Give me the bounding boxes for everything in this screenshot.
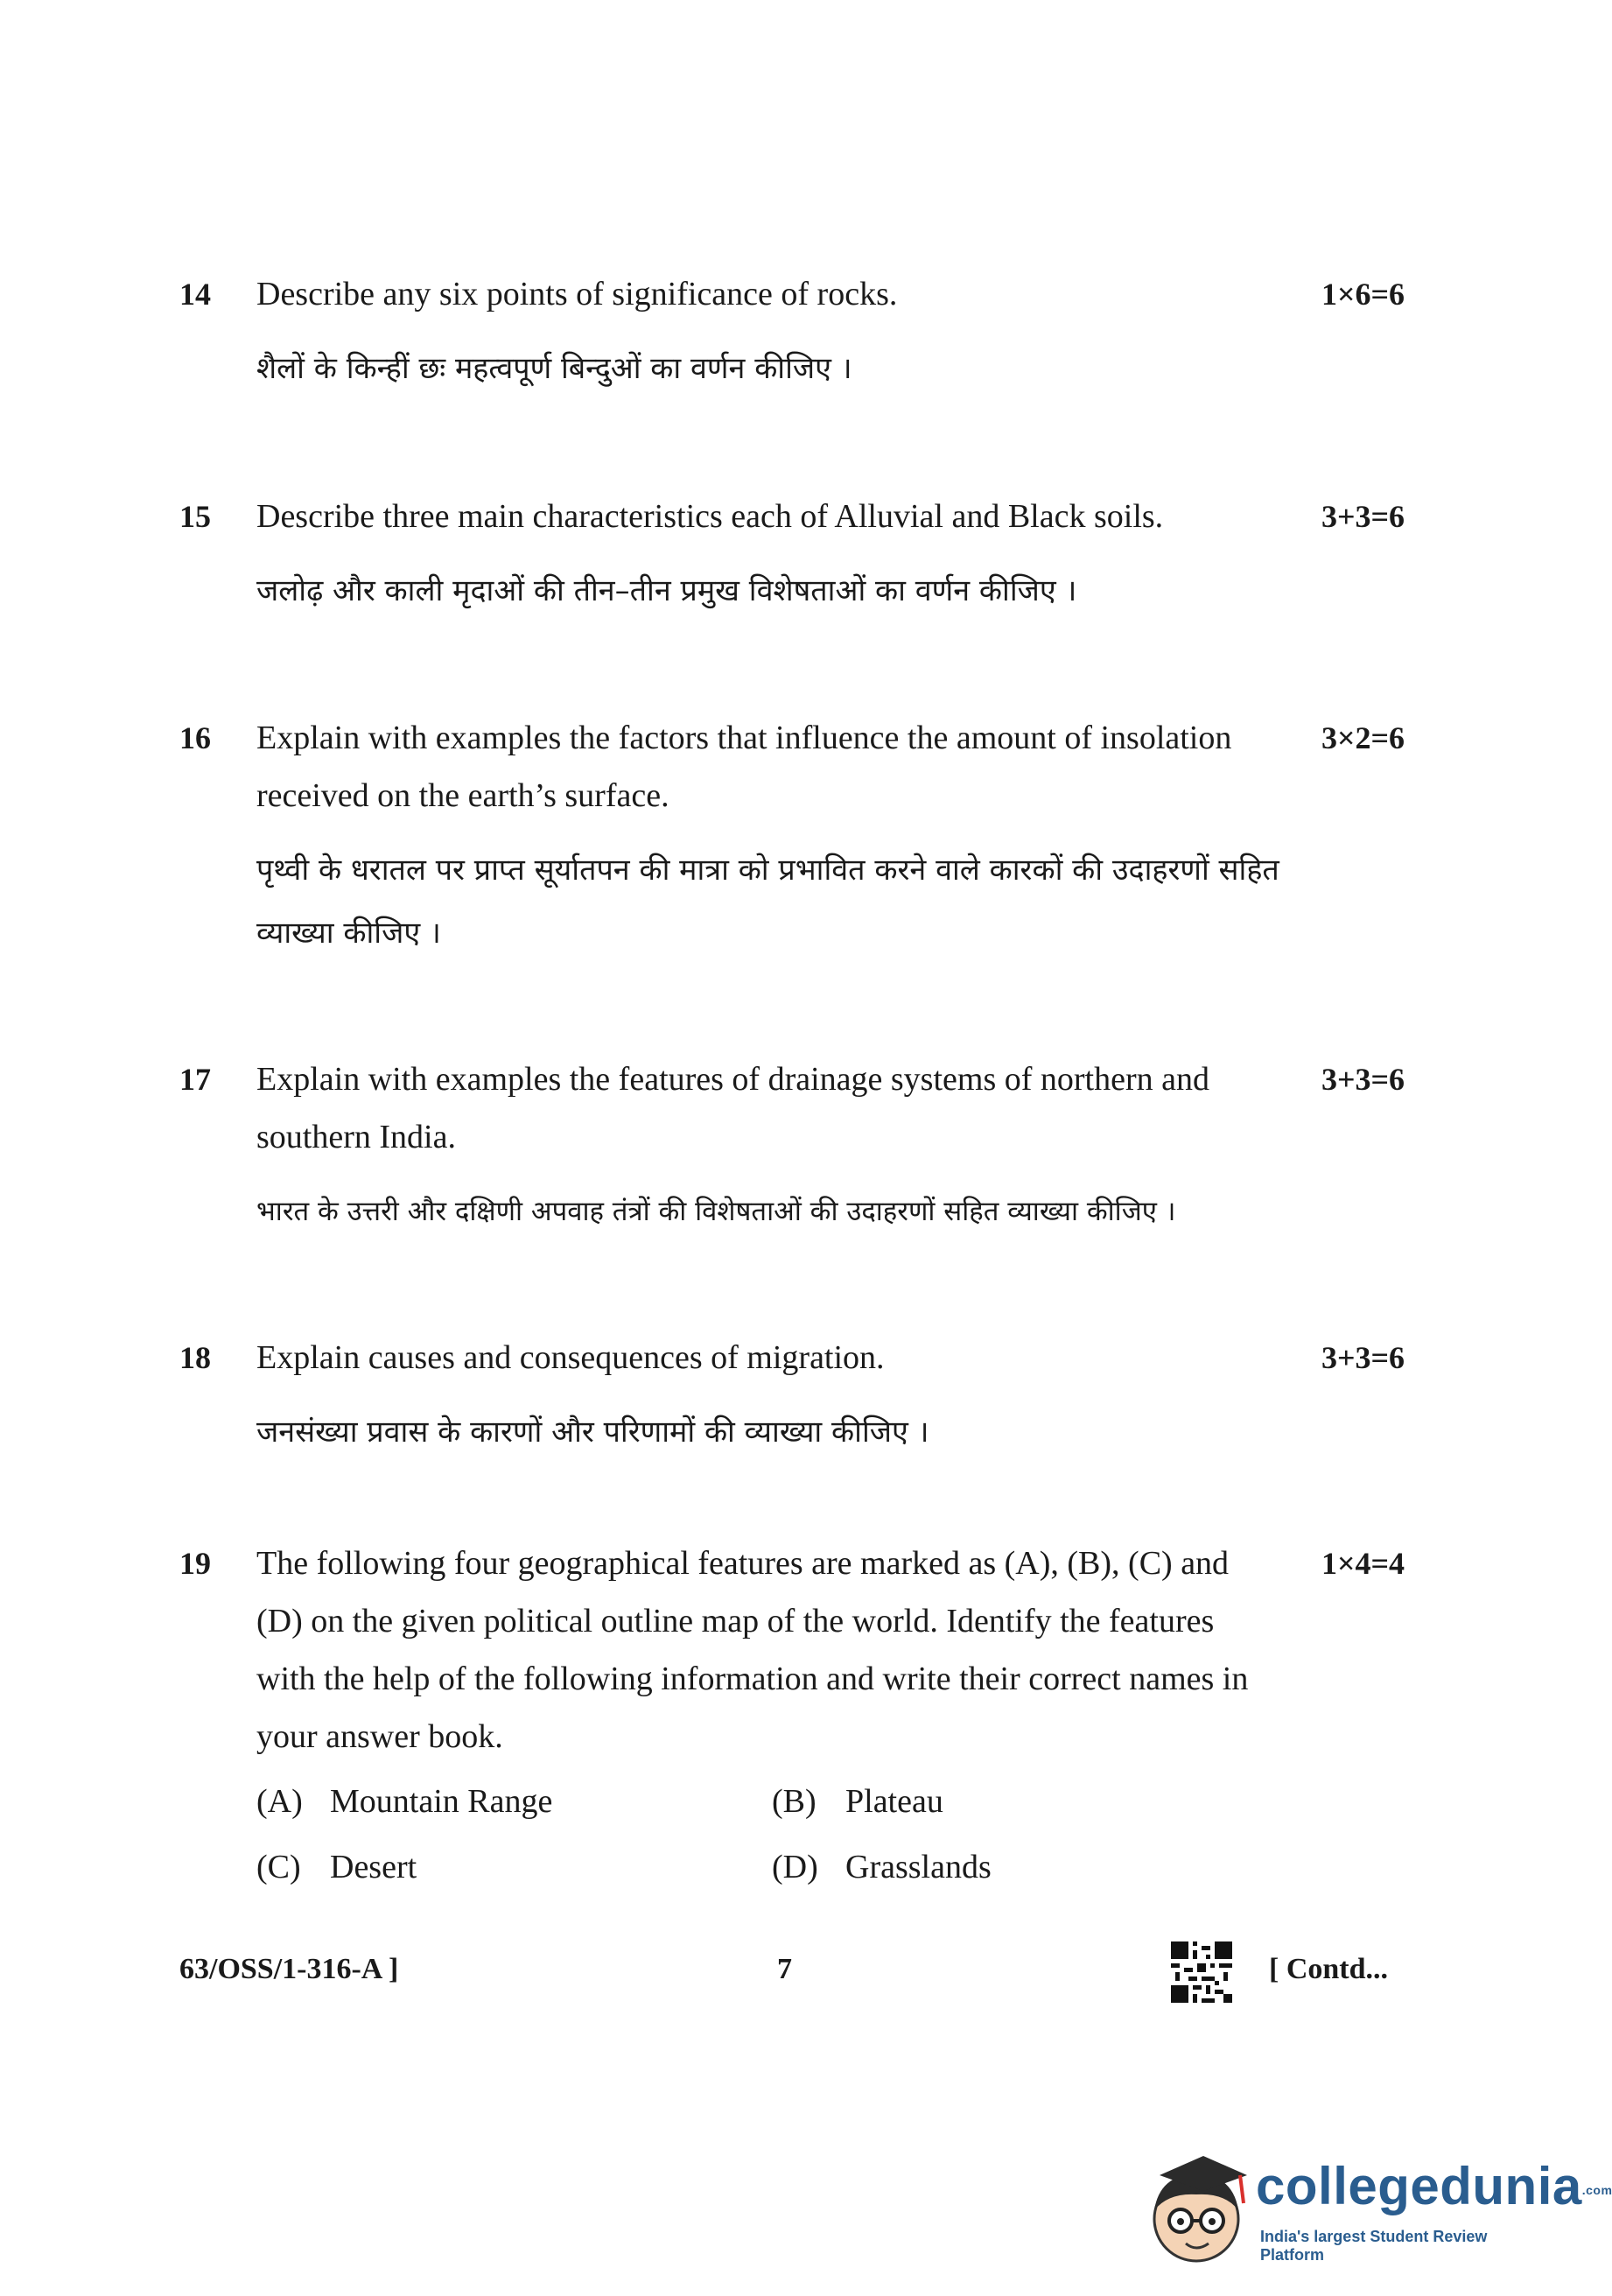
question-number: 14 [179,277,211,312]
question-text-hindi: जलोढ़ और काली मृदाओं की तीन–तीन प्रमुख विशेषताओं का वर्णन कीजिए । [256,573,1077,608]
question-marks: 3+3=6 [1321,1062,1405,1097]
question-number: 16 [179,720,211,755]
option-letter: (B) [772,1783,817,1820]
question-19 [179,1534,1405,1902]
question-marks: 3+3=6 [1321,499,1405,534]
question-17 [179,1050,1405,1252]
question-18 [179,1329,1405,1469]
qr-code-icon [1171,1941,1232,2003]
question-text-english: Explain with examples the features of drainage systems of northern and southern India. [256,1061,1209,1155]
question-text-english: Describe three main characteristics each of Alluvial and Black soils. [256,498,1164,535]
question-text-hindi: जनसंख्या प्रवास के कारणों और परिणामों की व्याख्या कीजिए । [256,1415,929,1450]
option-d [772,1838,992,1896]
question-text-hindi: भारत के उत्तरी और दक्षिणी अपवाह तंत्रों की विशेषताओं की उदाहरणों सहित व्याख्या कीजिए । [256,1196,1176,1227]
question-marks: 1×4=4 [1321,1546,1405,1581]
question-14 [179,265,1405,405]
option-letter: (A) [256,1783,303,1820]
collegedunia-logo [1142,2140,1612,2289]
logo-suffix: .com [1581,2183,1612,2198]
option-letter: (C) [256,1849,301,1885]
question-marks: 3×2=6 [1321,720,1405,755]
paper-code: 63/OSS/1-316-A ] [179,1953,399,1985]
option-text: Mountain Range [330,1783,553,1820]
logo-wordmark [1256,2156,1612,2216]
page-number: 7 [777,1953,792,1985]
logo-tagline: India's largest Student Review Platform [1260,2228,1488,2264]
question-number: 15 [179,499,211,534]
option-text: Desert [330,1849,417,1885]
question-15 [179,488,1405,628]
question-16 [179,709,1405,963]
question-text-english: Describe any six points of significance of rocks. [256,276,898,312]
question-number: 19 [179,1546,211,1581]
option-text: Plateau [845,1783,943,1820]
question-marks: 1×6=6 [1321,277,1405,312]
question-text-hindi: पृथ्वी के धरातल पर प्राप्त सूर्यातपन की मात्रा को प्रभावित करने वाले कारकों की उदाहरणों सहित व्याख्या कीजिए । [256,853,1279,951]
continued-label: [ Contd... [1269,1953,1389,1985]
student-mascot-icon [1142,2140,1256,2280]
question-number: 18 [179,1340,211,1375]
option-b [772,1773,943,1830]
question-text-english: Explain with examples the factors that influence the amount of insolation received on the earth’s surface. [256,720,1232,814]
option-letter: (D) [772,1849,818,1885]
question-marks: 3+3=6 [1321,1340,1405,1375]
question-text-hindi: शैलों के किन्हीं छः महत्वपूर्ण बिन्दुओं का वर्णन कीजिए । [256,351,852,386]
option-c [256,1838,417,1896]
logo-name: collegedunia [1256,2157,1582,2215]
question-text-english: The following four geographical features are marked as (A), (B), (C) and (D) on the given political outline map of the world. Identify the features with the help of the following information and write their correct names in your answer book. [256,1545,1249,1755]
option-a [256,1773,552,1830]
question-text-english: Explain causes and consequences of migration. [256,1339,885,1376]
option-text: Grasslands [845,1849,992,1885]
question-number: 17 [179,1062,211,1097]
